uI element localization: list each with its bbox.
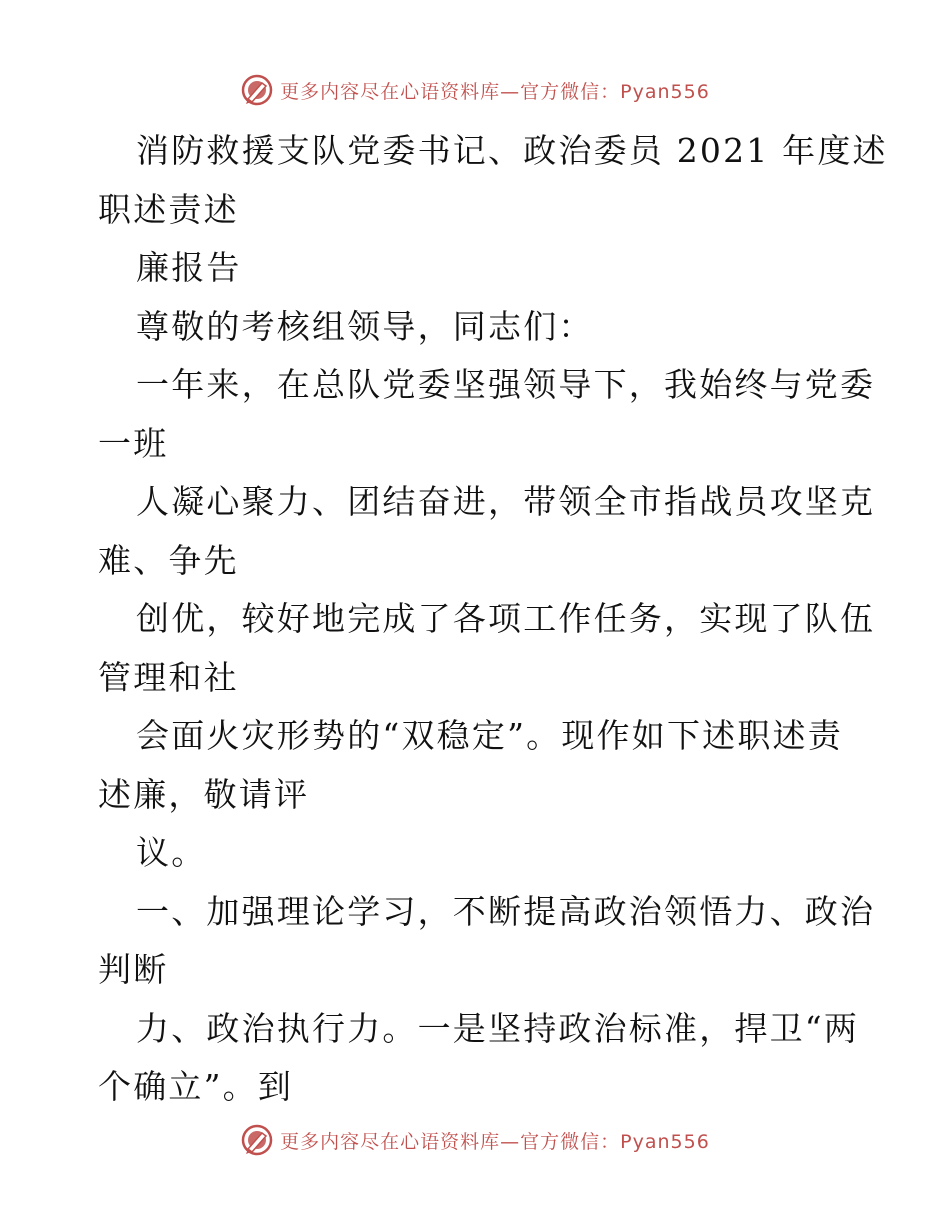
watermark-text: 更多内容尽在心语资料库—官方微信：Pyan556 [280,80,710,103]
text-line: 难、争先 [98,540,239,580]
text-line: 力、政治执行力。一是坚持政治标准，捍卫“两 [136,1008,860,1048]
text-line: 人凝心聚力、团结奋进，带领全市指战员攻坚克 [136,482,876,521]
pen-seal-icon [240,73,274,107]
text-line: 会面火灾形势的“双稳定”。现作如下述职述责 [136,716,843,755]
text-line: 消防救援支队党委书记、政治委员 2021 年度述 [136,131,888,170]
text-line: 述廉，敬请评 [98,774,310,814]
text-line: 判断 [98,950,169,989]
text-line: 职述责述 [98,189,239,229]
watermark-banner-bottom [0,1120,950,1160]
text-line: 一、加强理论学习，不断提高政治领悟力、政治 [136,891,876,931]
document-body [98,122,888,1117]
text-line: 一年来，在总队党委坚强领导下，我始终与党委 [136,365,876,404]
text-line: 一班 [98,423,169,463]
text-line: 议。 [136,833,207,872]
watermark-banner-top [0,70,950,110]
pen-seal-icon [240,1123,274,1157]
text-line: 廉报告 [136,248,242,287]
watermark-text: 更多内容尽在心语资料库—官方微信：Pyan556 [280,1130,710,1153]
text-line: 尊敬的考核组领导，同志们： [136,306,594,346]
text-line: 创优，较好地完成了各项工作任务，实现了队伍 [136,599,876,638]
text-line: 管理和社 [98,657,239,697]
text-line: 个确立”。到 [98,1067,294,1106]
